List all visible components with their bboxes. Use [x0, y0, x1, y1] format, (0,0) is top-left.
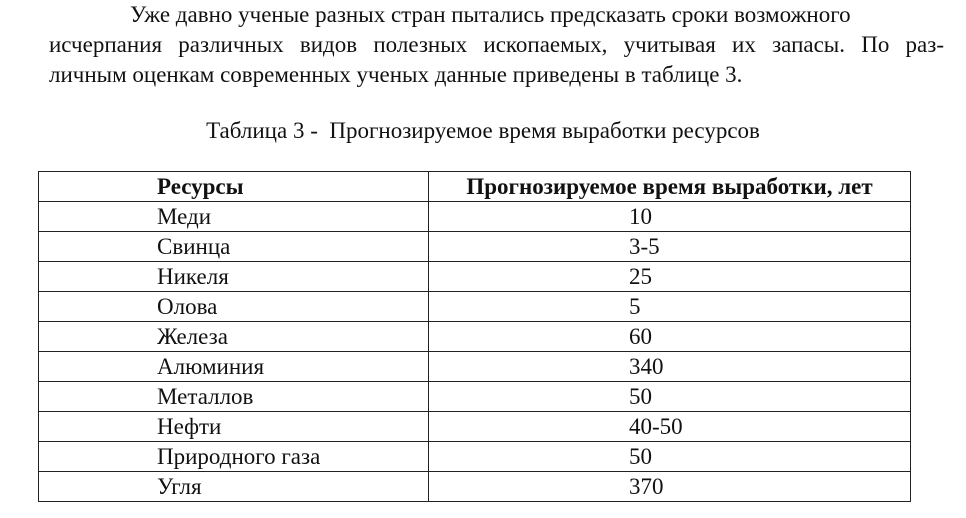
- resource-name: Металлов: [39, 382, 429, 412]
- forecast-years: 25: [429, 262, 911, 292]
- paragraph-line: личным оценкам современных ученых данные приведены в таблице 3.: [49, 62, 743, 87]
- resource-name: Угля: [39, 472, 429, 502]
- resource-name: Свинца: [39, 232, 429, 262]
- resource-name: Нефти: [39, 412, 429, 442]
- table-row: [39, 472, 911, 502]
- table-row: [39, 232, 911, 262]
- resource-name: Железа: [39, 322, 429, 352]
- resource-name: Никеля: [39, 262, 429, 292]
- table-header-row: [39, 172, 911, 202]
- table-row: [39, 262, 911, 292]
- resource-name: Алюминия: [39, 352, 429, 382]
- forecast-years: 50: [429, 442, 911, 472]
- header-forecast-time: Прогнозируемое время выработки, лет: [429, 172, 911, 202]
- table-row: [39, 442, 911, 472]
- forecast-years: 3-5: [429, 232, 911, 262]
- table-row: [39, 322, 911, 352]
- resource-name: Природного газа: [39, 442, 429, 472]
- intro-paragraph: [49, 0, 944, 90]
- table-caption: Таблица 3 - Прогнозируемое время выработки ресурсов: [206, 118, 760, 143]
- forecast-years: 60: [429, 322, 911, 352]
- forecast-years: 50: [429, 382, 911, 412]
- table-row: [39, 202, 911, 232]
- forecast-years: 5: [429, 292, 911, 322]
- header-resources: Ресурсы: [39, 172, 429, 202]
- resource-name: Олова: [39, 292, 429, 322]
- table-row: [39, 412, 911, 442]
- forecast-years: 10: [429, 202, 911, 232]
- forecast-years: 370: [429, 472, 911, 502]
- paragraph-line: исчерпания различных видов полезных ископаемых, учитывая их запасы. По раз-: [49, 32, 944, 57]
- forecast-years: 40-50: [429, 412, 911, 442]
- resource-name: Меди: [39, 202, 429, 232]
- table-row: [39, 382, 911, 412]
- paragraph-line: Уже давно ученые разных стран пытались предсказать сроки возможного: [130, 2, 851, 27]
- table-row: [39, 292, 911, 322]
- table-row: [39, 352, 911, 382]
- forecast-years: 340: [429, 352, 911, 382]
- resources-table: [38, 171, 911, 502]
